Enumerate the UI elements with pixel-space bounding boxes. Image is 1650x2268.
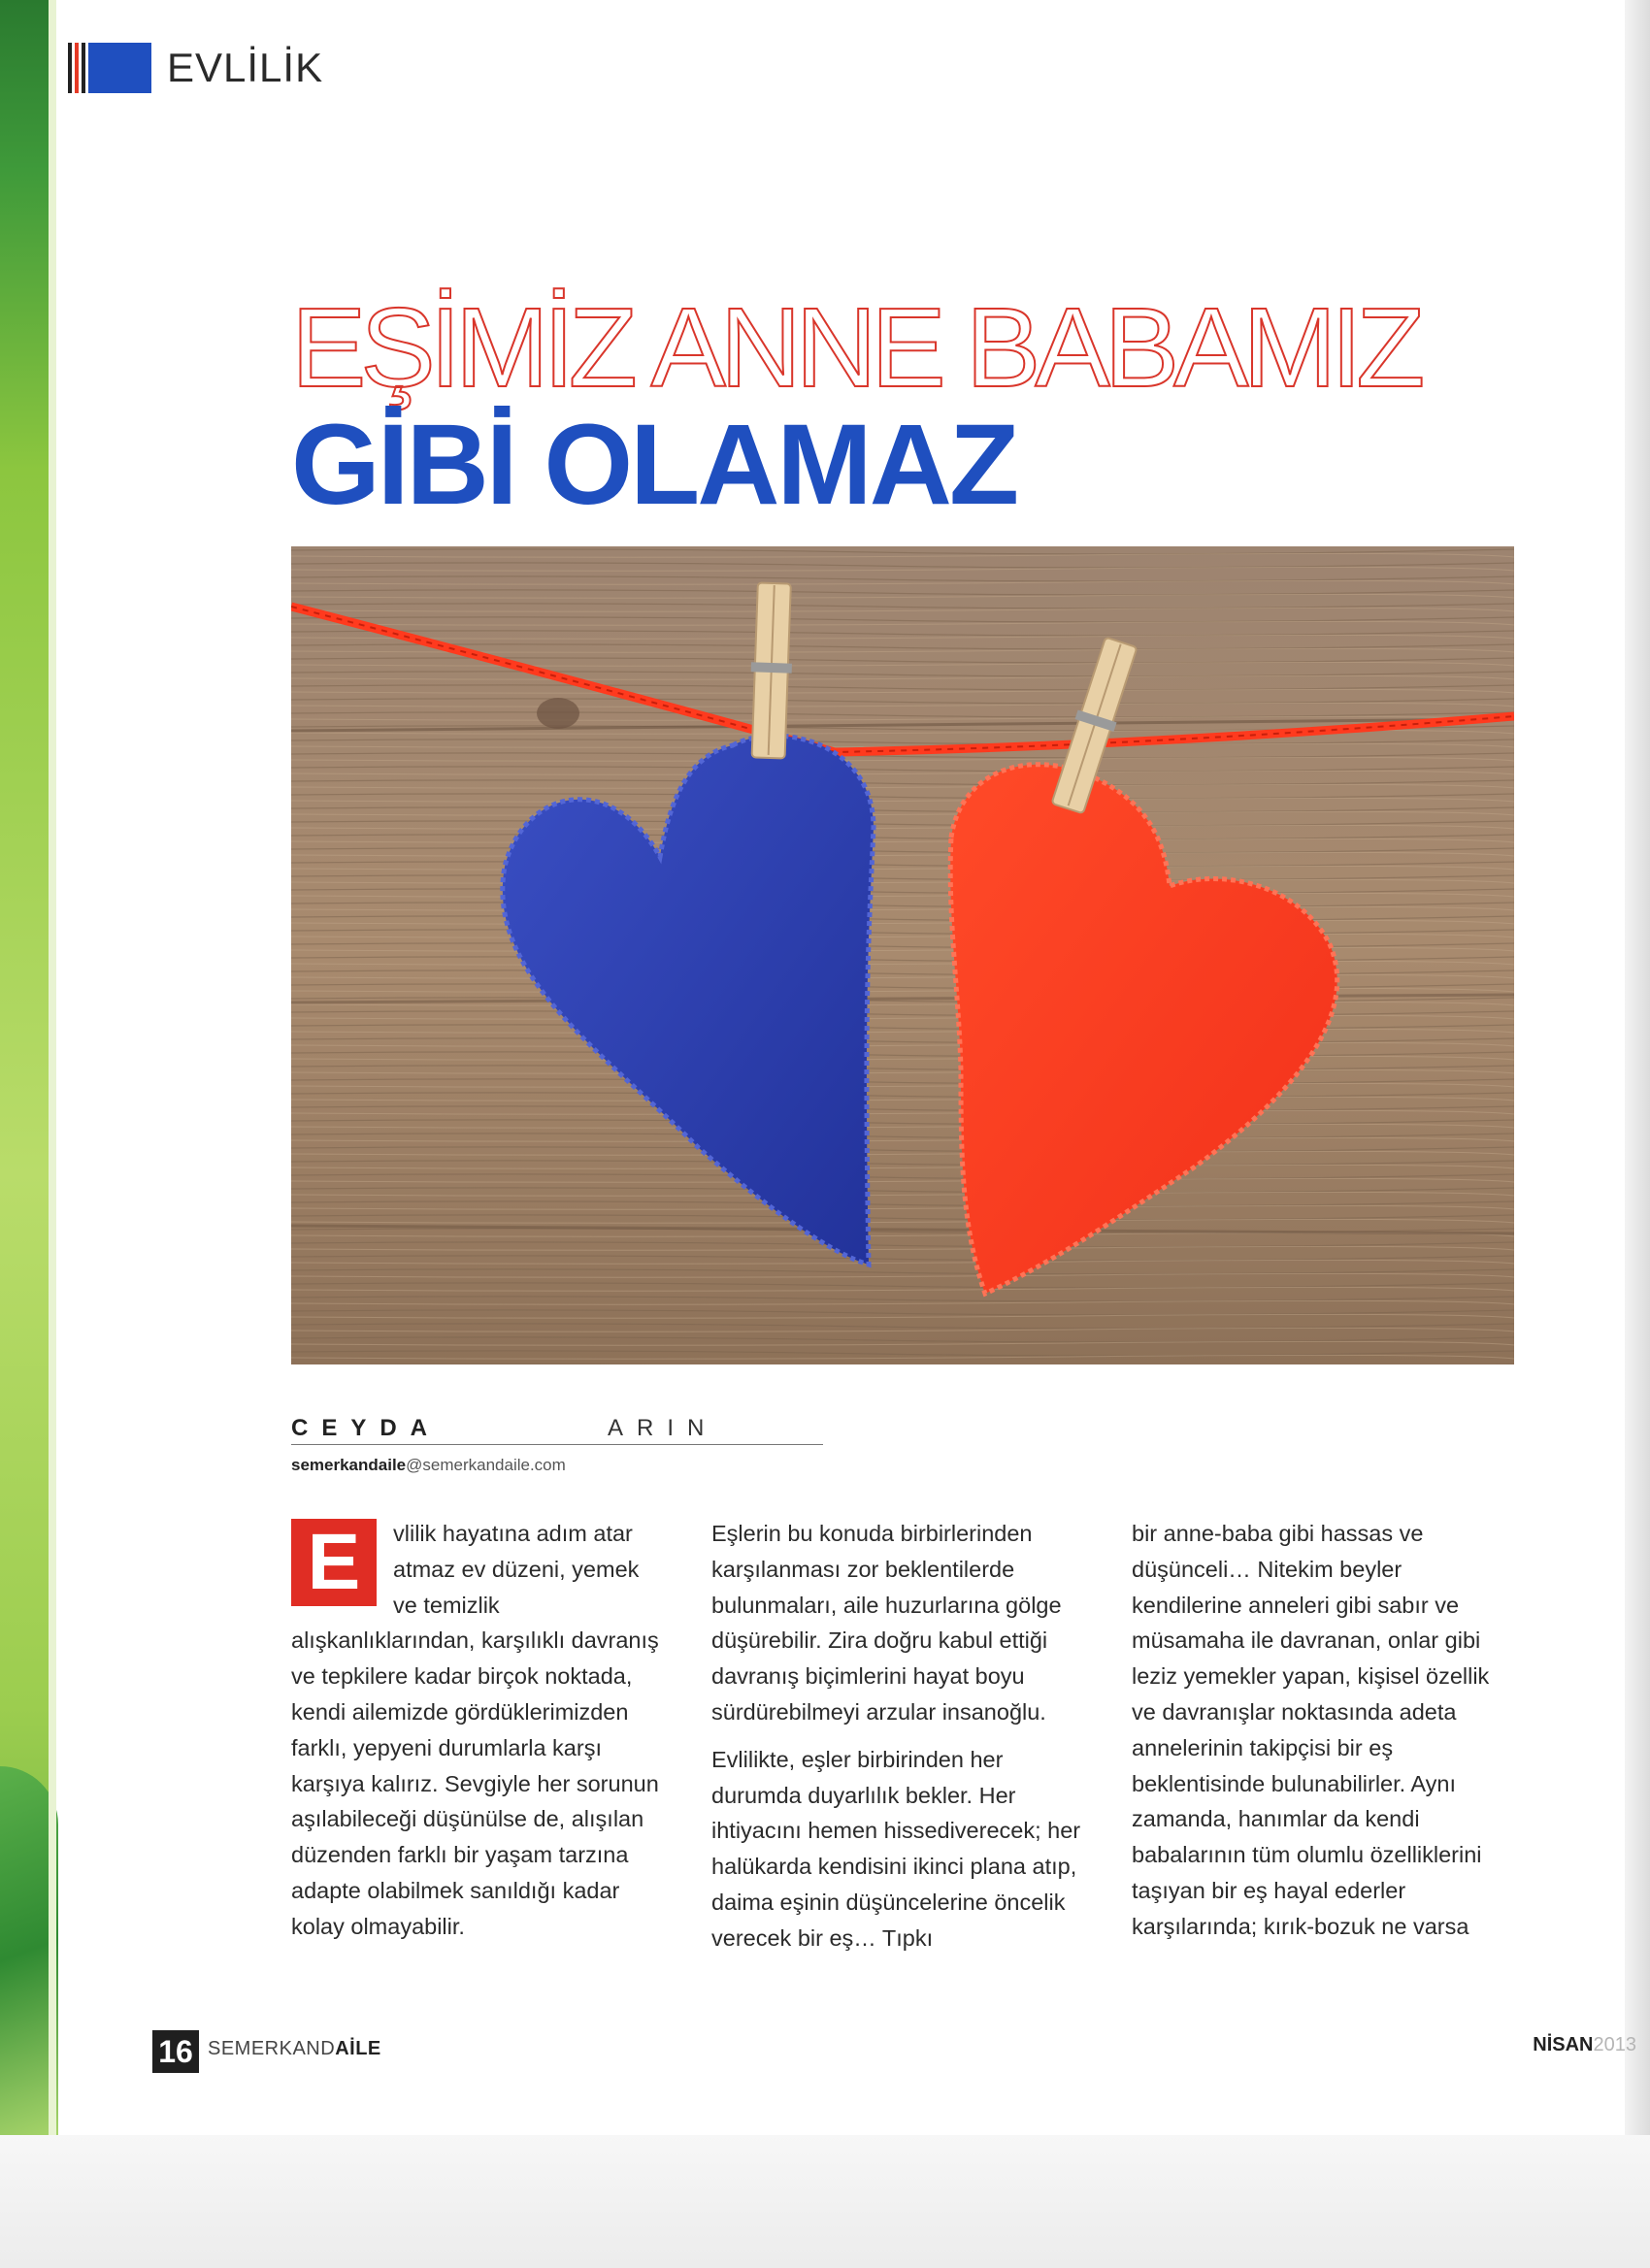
issue-date <box>1533 2034 1636 2056</box>
page-edge-right <box>1625 0 1650 2268</box>
title-line-1: EŞİMİZ ANNE BABAMIZ <box>291 284 1420 411</box>
section-label: EVLİLİK <box>167 45 324 90</box>
section-marker-icon <box>68 43 151 93</box>
issue-month: NİSAN <box>1533 2034 1594 2055</box>
drop-cap: E <box>291 1519 377 1606</box>
hearts-photo <box>291 546 1514 1364</box>
title-line-2: GİBİ OLAMAZ <box>291 401 1017 529</box>
leaf-decoration <box>0 1766 58 2135</box>
column-2-paragraph-2: Evlilikte, eşler birbirinden her durumda duyarlılık bekler. Her ihtiyacını hemen hissediverecek; her halükarda kendisini ikinci plana atıp, daima eşinin düşüncelerine öncelik verecek bir eş… Tıpkı <box>711 1746 1081 1951</box>
author-byline <box>291 1415 823 1445</box>
column-3-paragraph-1: bir anne-baba gibi hassas ve düşünceli… Nitekim beyler kendilerine anneleri gibi sabır ve müsamaha ile davranan, onlar gibi leziz yemekler yapan, kişisel özellik ve davranışlar noktasında adeta annelerinin takipçisi bir eş beklentisinde bulunabilirler. Aynı zamanda, hanımlar da kendi babalarının tüm olumlu özelliklerini taşıyan bir eş hayal ederler karşılarında; kırık-bozuk ne varsa <box>1132 1521 1490 1939</box>
issue-year: 2013 <box>1593 2034 1636 2055</box>
email-domain: @semerkandaile.com <box>406 1456 566 1474</box>
author-email <box>291 1456 566 1475</box>
column-1-text: alışkanlıklarından, karşılıklı davranış ve tepkilere kadar birçok noktada, kendi ailemizde gördüklerimizden farklı, yepyeni durumlarla karşı karşıya kalırız. Sevgiyle her sorunun aşılabileceği düşünülse de, alışılan düzenden farklı bir yaşam tarzına adapte olabilmek sanıldığı kadar kolay olmayabilir. <box>291 1627 659 1939</box>
author-last-name: ARIN <box>608 1415 718 1441</box>
left-decorative-strip <box>0 0 56 2135</box>
column-1-lead: vlilik hayatına adım atar atmaz ev düzeni, yemek ve temizlik <box>393 1521 640 1618</box>
magazine-name <box>208 2038 381 2060</box>
text-column-3 <box>1132 1516 1502 1956</box>
page-number: 16 <box>152 2030 199 2073</box>
email-user: semerkandaile <box>291 1456 407 1474</box>
column-2-paragraph-1: Eşlerin bu konuda birbirlerinden karşılanması zor beklentilerde bulunmaları, aile huzurlarına gölge düşürebilir. Zira doğru kabul ettiği davranış biçimlerini hayat boyu sürdürebilmeyi arzular insanoğlu. <box>711 1521 1062 1725</box>
text-column-1 <box>291 1516 662 1945</box>
magazine-name-part1: SEMERKAND <box>208 2038 336 2059</box>
text-column-2 <box>711 1516 1082 1968</box>
magazine-name-part2: AİLE <box>335 2038 381 2059</box>
author-first-name: CEYDA <box>291 1415 442 1441</box>
page-edge-bottom <box>0 2135 1650 2268</box>
